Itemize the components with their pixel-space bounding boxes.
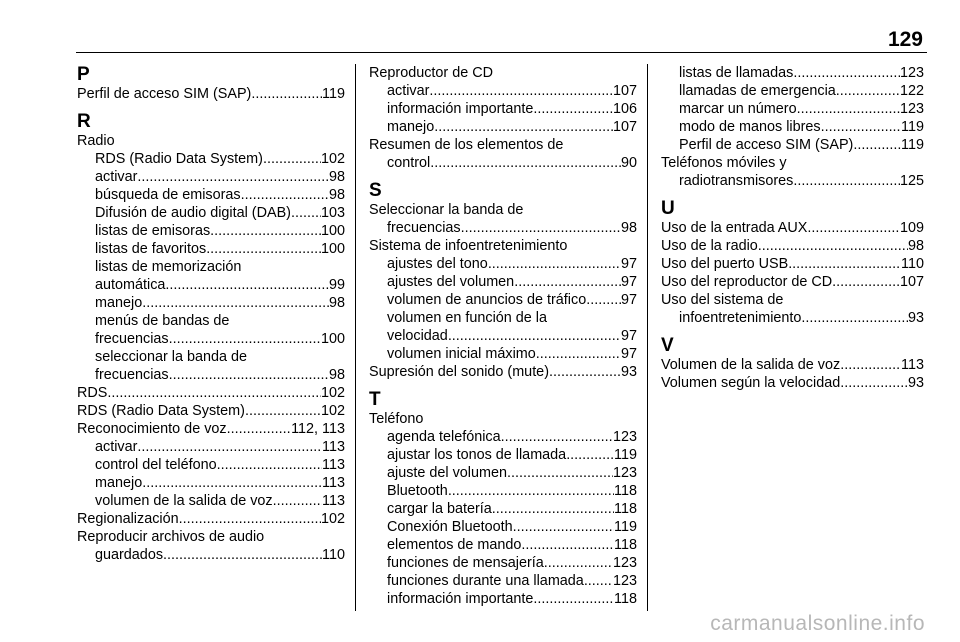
index-entry: [369, 536, 637, 554]
dot-leader: [840, 374, 908, 392]
index-entry-page: 99: [328, 277, 345, 293]
index-entry: [369, 518, 637, 536]
section-gap: [369, 381, 637, 389]
index-entry: [661, 64, 924, 82]
index-entry-title: Difusión de audio digital (DAB): [95, 205, 291, 221]
index-entry-page: 123: [899, 101, 924, 117]
index-entry: [77, 456, 345, 474]
index-entry-page: 98: [328, 295, 345, 311]
header-rule: [76, 52, 927, 53]
index-heading-line: Teléfonos móviles y: [661, 155, 787, 171]
index-entry: [369, 446, 637, 464]
index-entry-page: 107: [612, 83, 637, 99]
index-entry-page: 113: [322, 475, 345, 491]
index-entry-title: modo de manos libres: [679, 119, 821, 135]
dot-leader: [788, 255, 901, 273]
index-entry-page: 98: [328, 187, 345, 203]
index-entry: [77, 510, 345, 528]
index-entry-title: ajuste del volumen: [387, 465, 507, 481]
index-heading-line: Resumen de los elementos de: [369, 137, 564, 153]
index-entry: [77, 438, 345, 456]
index-entry-title: Perfil de acceso SIM (SAP): [77, 86, 252, 102]
index-entry-title: Uso del puerto USB: [661, 256, 789, 272]
index-entry-title: cargar la batería: [387, 501, 492, 517]
dot-leader: [137, 438, 322, 456]
index-entry-title: frecuencias: [387, 220, 461, 236]
dot-leader: [263, 150, 321, 168]
index-entry: [77, 366, 345, 384]
dot-leader: [501, 428, 613, 446]
dot-leader: [169, 330, 321, 348]
index-entry: [661, 100, 924, 118]
dot-leader: [832, 273, 900, 291]
index-heading-line: seleccionar la banda de: [95, 349, 248, 365]
index-entry-page: 123: [612, 465, 637, 481]
index-entry: [369, 154, 637, 172]
index-heading-line: menús de bandas de: [95, 313, 230, 329]
index-entry-page: 97: [620, 274, 637, 290]
index-entry: [369, 255, 637, 273]
index-entry: [369, 500, 637, 518]
index-entry: [661, 136, 924, 154]
index-entry: [369, 327, 637, 345]
index-entry: [369, 554, 637, 572]
index-entry-title: activar: [387, 83, 430, 99]
index-entry: [369, 590, 637, 608]
dot-leader: [461, 219, 621, 237]
index-entry-title: Perfil de acceso SIM (SAP): [679, 137, 854, 153]
index-entry-page: 102: [320, 511, 345, 527]
index-heading-line: Reproductor de CD: [369, 65, 493, 81]
index-entry-page: 119: [614, 447, 637, 463]
page-number: 129: [887, 28, 923, 51]
index-entry: [369, 118, 637, 136]
index-entry-page: 110: [901, 256, 924, 272]
dot-leader: [586, 291, 621, 309]
index-entry-title: guardados: [95, 547, 164, 563]
dot-leader: [758, 237, 908, 255]
index-entry-page: 123: [612, 429, 637, 445]
dot-leader: [448, 327, 621, 345]
index-entry: [77, 276, 345, 294]
dot-leader: [549, 363, 621, 381]
index-entry-title: funciones de mensajería: [387, 555, 544, 571]
index-entry: [77, 186, 345, 204]
section-gap: [661, 327, 924, 335]
dot-leader: [853, 136, 901, 154]
index-entry-title: marcar un número: [679, 101, 797, 117]
index-entry: [661, 309, 924, 327]
index-entry: [77, 222, 345, 240]
index-column-2: [369, 64, 637, 608]
index-entry-page: 103: [320, 205, 345, 221]
index-entry: [77, 294, 345, 312]
index-entry: [369, 291, 637, 309]
dot-leader: [507, 464, 613, 482]
footer-watermark: carmanualsonline.info: [710, 612, 925, 635]
index-entry-title: manejo: [95, 475, 143, 491]
index-entry: [369, 82, 637, 100]
index-entry: [369, 464, 637, 482]
dot-leader: [533, 590, 614, 608]
dot-leader: [251, 85, 322, 103]
index-entry-title: funciones durante una llamada: [387, 573, 584, 589]
index-entry-page: 118: [614, 591, 637, 607]
dot-leader: [179, 510, 321, 528]
index-entry-page: 122: [899, 83, 924, 99]
index-entry: [77, 150, 345, 168]
index-entry-page: 107: [899, 274, 924, 290]
index-entry-title: Conexión Bluetooth: [387, 519, 513, 535]
index-entry-page: 119: [614, 519, 637, 535]
dot-leader: [217, 456, 322, 474]
index-entry: [77, 402, 345, 420]
index-entry-title: infoentretenimiento: [679, 310, 802, 326]
index-entry-title: velocidad: [387, 328, 448, 344]
section-gap: [661, 190, 924, 198]
dot-leader: [429, 82, 613, 100]
index-section-letter: U: [661, 198, 675, 219]
index-column-3: [661, 64, 924, 392]
dot-leader: [245, 402, 321, 420]
dot-leader: [793, 172, 900, 190]
index-heading-line: Reproducir archivos de audio: [77, 529, 265, 545]
dot-leader: [227, 420, 292, 438]
index-entry-title: activar: [95, 439, 138, 455]
index-heading-line: Seleccionar la banda de: [369, 202, 524, 218]
dot-leader: [434, 118, 613, 136]
index-heading-line: Teléfono: [369, 411, 424, 427]
index-entry-title: Bluetooth: [387, 483, 448, 499]
dot-leader: [137, 168, 329, 186]
dot-leader: [163, 546, 322, 564]
index-entry: [77, 240, 345, 258]
index-entry-page: 113: [322, 457, 345, 473]
dot-leader: [801, 309, 908, 327]
index-entry-page: 97: [620, 292, 637, 308]
index-entry-page: 102: [320, 151, 345, 167]
index-entry-title: manejo: [387, 119, 435, 135]
dot-leader: [273, 492, 322, 510]
index-entry-title: búsqueda de emisoras: [95, 187, 241, 203]
index-entry-title: frecuencias: [95, 331, 169, 347]
index-section-letter: T: [369, 389, 381, 410]
index-entry-page: 123: [612, 555, 637, 571]
index-entry-title: frecuencias: [95, 367, 169, 383]
index-section-letter: R: [77, 111, 91, 132]
index-entry-title: radiotransmisores: [679, 173, 794, 189]
index-entry: [77, 384, 345, 402]
index-entry-page: 113: [901, 357, 924, 373]
index-entry: [369, 273, 637, 291]
index-entry-title: volumen de la salida de voz: [95, 493, 273, 509]
index-entry-page: 107: [612, 119, 637, 135]
index-entry-title: listas de favoritos: [95, 241, 207, 257]
index-entry-title: agenda telefónica: [387, 429, 501, 445]
index-entry-page: 102: [320, 385, 345, 401]
section-gap: [369, 172, 637, 180]
index-entry-title: Volumen de la salida de voz: [661, 357, 841, 373]
dot-leader: [544, 554, 613, 572]
dot-leader: [206, 240, 321, 258]
index-entry-title: información importante: [387, 101, 534, 117]
dot-leader: [793, 64, 900, 82]
index-heading-line: Radio: [77, 133, 115, 149]
dot-leader: [514, 273, 621, 291]
index-entry-page: 97: [620, 256, 637, 272]
index-entry-page: 98: [328, 367, 345, 383]
index-entry-title: volumen inicial máximo: [387, 346, 536, 362]
index-entry-page: 100: [320, 241, 345, 257]
index-entry: [369, 363, 637, 381]
dot-leader: [797, 100, 900, 118]
dot-leader: [536, 345, 621, 363]
index-entry: [661, 374, 924, 392]
index-entry-page: 97: [620, 328, 637, 344]
index-entry-page: 119: [322, 86, 345, 102]
index-entry-page: 113: [322, 493, 345, 509]
index-entry: [369, 100, 637, 118]
index-entry-title: Uso de la entrada AUX: [661, 220, 808, 236]
index-section-letter: P: [77, 64, 90, 85]
index-entry: [661, 237, 924, 255]
index-entry: [77, 546, 345, 564]
index-heading-line: Sistema de infoentretenimiento: [369, 238, 568, 254]
section-gap: [77, 103, 345, 111]
dot-leader: [533, 100, 613, 118]
index-entry: [77, 168, 345, 186]
dot-leader: [241, 186, 329, 204]
index-entry-page: 98: [328, 169, 345, 185]
index-entry-page: 113: [322, 439, 345, 455]
dot-leader: [840, 356, 901, 374]
dot-leader: [210, 222, 321, 240]
index-entry-title: elementos de mando: [387, 537, 522, 553]
index-entry-title: ajustes del tono: [387, 256, 488, 272]
index-entry-title: Regionalización: [77, 511, 179, 527]
index-entry-title: RDS (Radio Data System): [95, 151, 263, 167]
index-entry-title: Uso de la radio: [661, 238, 758, 254]
dot-leader: [142, 294, 329, 312]
index-entry-title: llamadas de emergencia: [679, 83, 836, 99]
index-heading-line: Uso del sistema de: [661, 292, 784, 308]
index-entry: [661, 82, 924, 100]
index-entry: [77, 204, 345, 222]
dot-leader: [430, 154, 621, 172]
index-entry: [661, 273, 924, 291]
index-entry-title: Uso del reproductor de CD: [661, 274, 833, 290]
index-entry-page: 93: [907, 375, 924, 391]
index-entry: [77, 492, 345, 510]
index-entry-title: Supresión del sonido (mute): [369, 364, 549, 380]
index-entry: [369, 345, 637, 363]
index-entry: [369, 219, 637, 237]
index-entry-page: 98: [907, 238, 924, 254]
index-entry-title: volumen de anuncios de tráfico: [387, 292, 587, 308]
index-entry: [369, 572, 637, 590]
dot-leader: [566, 446, 614, 464]
index-entry: [661, 255, 924, 273]
index-entry-page: 93: [907, 310, 924, 326]
index-entry: [369, 482, 637, 500]
index-entry-page: 118: [614, 501, 637, 517]
index-entry: [77, 85, 345, 103]
index-entry-title: control del teléfono: [95, 457, 217, 473]
index-entry-title: ajustar los tonos de llamada: [387, 447, 567, 463]
index-entry: [77, 474, 345, 492]
index-heading-line: volumen en función de la: [387, 310, 548, 326]
index-entry-title: información importante: [387, 591, 534, 607]
index-entry-page: 109: [899, 220, 924, 236]
index-section-letter: V: [661, 335, 674, 356]
index-entry: [661, 172, 924, 190]
index-column-1: [77, 64, 345, 564]
index-entry-page: 123: [899, 65, 924, 81]
index-entry-title: ajustes del volumen: [387, 274, 515, 290]
index-entry-page: 106: [612, 101, 637, 117]
index-entry: [77, 420, 345, 438]
index-entry: [661, 356, 924, 374]
index-heading-line: listas de memorización: [95, 259, 242, 275]
index-entry-page: 118: [614, 537, 637, 553]
index-entry: [369, 428, 637, 446]
index-entry-page: 123: [612, 573, 637, 589]
index-entry-page: 90: [620, 155, 637, 171]
index-entry-page: 125: [899, 173, 924, 189]
index-entry: [661, 219, 924, 237]
dot-leader: [513, 518, 614, 536]
dot-leader: [584, 572, 613, 590]
index-entry-title: automática: [95, 277, 166, 293]
index-entry-page: 100: [320, 331, 345, 347]
index-entry-page: 119: [901, 137, 924, 153]
index-entry-page: 112, 113: [291, 421, 345, 437]
index-entry: [77, 330, 345, 348]
index-entry: [661, 118, 924, 136]
dot-leader: [807, 219, 900, 237]
index-entry-title: listas de emisoras: [95, 223, 211, 239]
dot-leader: [521, 536, 614, 554]
index-entry-title: Volumen según la velocidad: [661, 375, 841, 391]
index-entry-page: 110: [322, 547, 345, 563]
index-entry-title: listas de llamadas: [679, 65, 794, 81]
index-entry-page: 118: [614, 483, 637, 499]
dot-leader: [291, 204, 321, 222]
index-entry-title: RDS (Radio Data System): [77, 403, 245, 419]
index-entry-title: manejo: [95, 295, 143, 311]
dot-leader: [448, 482, 614, 500]
column-divider: [647, 64, 648, 611]
index-entry-page: 119: [901, 119, 924, 135]
dot-leader: [142, 474, 322, 492]
index-entry-title: Reconocimiento de voz: [77, 421, 227, 437]
dot-leader: [821, 118, 901, 136]
index-section-letter: S: [369, 180, 382, 201]
index-entry-page: 97: [620, 346, 637, 362]
index-entry-page: 98: [620, 220, 637, 236]
index-entry-page: 102: [320, 403, 345, 419]
dot-leader: [169, 366, 329, 384]
index-entry-title: activar: [95, 169, 138, 185]
dot-leader: [165, 276, 329, 294]
dot-leader: [492, 500, 614, 518]
index-entry-page: 100: [320, 223, 345, 239]
index-entry-title: control: [387, 155, 431, 171]
dot-leader: [488, 255, 621, 273]
column-divider: [355, 64, 356, 611]
index-entry-title: RDS: [77, 385, 108, 401]
dot-leader: [107, 384, 321, 402]
index-entry-page: 93: [620, 364, 637, 380]
dot-leader: [836, 82, 900, 100]
